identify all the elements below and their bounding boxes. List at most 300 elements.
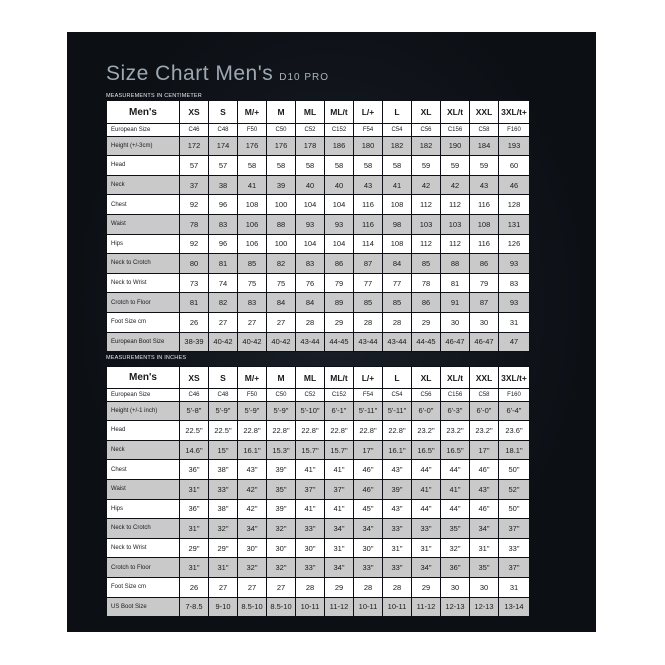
table-cell: 29"	[209, 539, 237, 558]
table-cell: 5'-8"	[180, 402, 208, 421]
table-cell: 96	[209, 195, 237, 214]
chart-title	[106, 62, 329, 86]
table-cell: 37"	[325, 480, 353, 499]
table-cell: 33"	[296, 519, 324, 538]
table-cell: 44"	[441, 500, 469, 519]
table-cell: 39"	[267, 500, 295, 519]
table-row	[107, 137, 529, 156]
table-cell: 116	[354, 195, 382, 214]
table-cell: 58	[267, 156, 295, 175]
table-cell: 32"	[267, 519, 295, 538]
table-cell: 85	[412, 254, 440, 273]
table-cell: 182	[383, 137, 411, 156]
table-cell: 34"	[238, 519, 266, 538]
header-size: XL/t	[441, 101, 469, 123]
table-cell: 6'-0"	[470, 402, 498, 421]
table-cell: 126	[499, 235, 529, 254]
table-cell: 80	[180, 254, 208, 273]
table-cell: 178	[296, 137, 324, 156]
table-cell: 106	[238, 235, 266, 254]
table-cell: 27	[267, 313, 295, 332]
table-cell: 22.8"	[267, 421, 295, 440]
inches-caption: MEASUREMENTS IN INCHES	[106, 355, 187, 361]
table-cell: F54	[354, 124, 382, 136]
table-cell: 35"	[470, 558, 498, 577]
inches-size-table	[106, 366, 530, 617]
table-cell: 10-11	[383, 598, 411, 617]
table-cell: 30	[441, 313, 469, 332]
table-cell: 26	[180, 313, 208, 332]
table-cell: 85	[383, 293, 411, 312]
table-cell: 34"	[354, 519, 382, 538]
table-row	[107, 156, 529, 175]
row-label: Height (+/-3cm)	[107, 137, 179, 156]
table-cell: 41	[383, 176, 411, 195]
table-cell: 172	[180, 137, 208, 156]
table-cell: 28	[383, 313, 411, 332]
table-cell: 52"	[499, 480, 529, 499]
table-cell: 33"	[383, 558, 411, 577]
row-label: US Boot Size	[107, 598, 179, 617]
table-row	[107, 254, 529, 273]
table-cell: 93	[325, 215, 353, 234]
table-cell: 34"	[325, 558, 353, 577]
table-cell: 41"	[296, 460, 324, 479]
table-cell: 16.1"	[238, 441, 266, 460]
product-subtitle: D10 PRO	[279, 72, 330, 83]
table-cell: 103	[412, 215, 440, 234]
table-cell: 12-13	[470, 598, 498, 617]
header-size: M/+	[238, 101, 266, 123]
table-cell: 89	[325, 293, 353, 312]
header-size: ML/t	[325, 367, 353, 388]
table-cell: 41"	[325, 500, 353, 519]
row-label: Waist	[107, 480, 179, 499]
table-cell: 41"	[441, 480, 469, 499]
table-cell: 14.6"	[180, 441, 208, 460]
table-cell: 116	[470, 235, 498, 254]
table-cell: 92	[180, 195, 208, 214]
table-cell: 43-44	[383, 333, 411, 352]
table-cell: 50"	[499, 500, 529, 519]
table-cell: 86	[470, 254, 498, 273]
table-cell: C54	[383, 389, 411, 401]
table-cell: 23.6"	[499, 421, 529, 440]
header-size: M	[267, 101, 295, 123]
table-cell: 46"	[470, 460, 498, 479]
header-label: Men's	[107, 367, 179, 388]
table-cell: 44"	[412, 460, 440, 479]
row-label: Hips	[107, 235, 179, 254]
table-row	[107, 500, 529, 519]
table-cell: F160	[499, 124, 529, 136]
header-size: XL/t	[441, 367, 469, 388]
table-cell: 7-8.5	[180, 598, 208, 617]
table-cell: 28	[354, 313, 382, 332]
table-cell: 78	[412, 274, 440, 293]
table-cell: 29	[412, 578, 440, 597]
table-cell: 11-12	[325, 598, 353, 617]
table-cell: 42	[412, 176, 440, 195]
row-label: Neck to Wrist	[107, 274, 179, 293]
table-cell: 5'-11"	[383, 402, 411, 421]
table-cell: 104	[296, 235, 324, 254]
header-size: L	[383, 367, 411, 388]
header-size: XXL	[470, 367, 498, 388]
table-cell: 31"	[180, 558, 208, 577]
table-cell: 85	[238, 254, 266, 273]
table-cell: C50	[267, 389, 295, 401]
table-cell: 29	[412, 313, 440, 332]
table-cell: 30"	[354, 539, 382, 558]
table-cell: 85	[354, 293, 382, 312]
table-row	[107, 402, 529, 421]
table-cell: 16.1"	[383, 441, 411, 460]
header-size: S	[209, 101, 237, 123]
table-cell: 37"	[499, 519, 529, 538]
table-cell: 34"	[470, 519, 498, 538]
table-cell: C58	[470, 124, 498, 136]
row-label: Crotch to Floor	[107, 558, 179, 577]
table-cell: 31"	[180, 519, 208, 538]
table-cell: 81	[441, 274, 469, 293]
table-cell: 81	[180, 293, 208, 312]
table-cell: C58	[470, 389, 498, 401]
table-cell: 44-45	[325, 333, 353, 352]
table-cell: 59	[441, 156, 469, 175]
table-cell: 83	[238, 293, 266, 312]
table-cell: F160	[499, 389, 529, 401]
table-cell: 27	[267, 578, 295, 597]
table-cell: 23.2"	[441, 421, 469, 440]
table-cell: 76	[296, 274, 324, 293]
table-cell: C156	[441, 389, 469, 401]
table-cell: 106	[238, 215, 266, 234]
table-cell: 91	[441, 293, 469, 312]
table-cell: 28	[354, 578, 382, 597]
table-cell: 81	[209, 254, 237, 273]
header-size: S	[209, 367, 237, 388]
table-cell: 34"	[412, 558, 440, 577]
table-cell: 22.8"	[354, 421, 382, 440]
table-row	[107, 480, 529, 499]
table-cell: 31"	[209, 558, 237, 577]
table-cell: 6'-4"	[499, 402, 529, 421]
header-size: M	[267, 367, 295, 388]
table-cell: 44"	[412, 500, 440, 519]
table-cell: 180	[354, 137, 382, 156]
table-cell: 108	[383, 195, 411, 214]
table-cell: 33"	[383, 519, 411, 538]
table-row	[107, 598, 529, 617]
table-cell: 38"	[209, 500, 237, 519]
table-cell: 58	[325, 156, 353, 175]
table-cell: 30"	[238, 539, 266, 558]
table-cell: 182	[412, 137, 440, 156]
table-cell: 190	[441, 137, 469, 156]
header-size: 3XL/t+	[499, 101, 529, 123]
header-size: ML	[296, 101, 324, 123]
table-row	[107, 215, 529, 234]
row-label: Head	[107, 156, 179, 175]
table-cell: 31	[499, 313, 529, 332]
table-header-row	[107, 101, 529, 123]
table-cell: 28	[383, 578, 411, 597]
table-cell: 33"	[296, 558, 324, 577]
table-cell: C48	[209, 389, 237, 401]
table-cell: 16.5"	[441, 441, 469, 460]
table-cell: 46"	[354, 460, 382, 479]
table-cell: 73	[180, 274, 208, 293]
table-cell: 37"	[296, 480, 324, 499]
table-cell: 104	[325, 235, 353, 254]
table-cell: 96	[209, 235, 237, 254]
table-cell: F50	[238, 124, 266, 136]
table-cell: 39"	[383, 480, 411, 499]
row-label: Crotch to Floor	[107, 293, 179, 312]
table-cell: 23.2"	[412, 421, 440, 440]
table-cell: 29	[325, 578, 353, 597]
table-cell: 104	[296, 195, 324, 214]
table-cell: 40-42	[209, 333, 237, 352]
table-cell: 26	[180, 578, 208, 597]
table-cell: 78	[180, 215, 208, 234]
table-cell: 176	[238, 137, 266, 156]
header-size: XS	[180, 101, 208, 123]
table-cell: 40	[296, 176, 324, 195]
table-cell: 11-12	[412, 598, 440, 617]
table-cell: 45"	[354, 500, 382, 519]
table-cell: 77	[354, 274, 382, 293]
table-cell: 15.7"	[325, 441, 353, 460]
table-row	[107, 313, 529, 332]
row-label: European Boot Size	[107, 333, 179, 352]
table-cell: 86	[325, 254, 353, 273]
table-cell: 41"	[325, 460, 353, 479]
table-cell: 108	[470, 215, 498, 234]
table-cell: 6'-1"	[325, 402, 353, 421]
table-cell: 57	[180, 156, 208, 175]
header-size: L	[383, 101, 411, 123]
table-cell: 5'-9"	[209, 402, 237, 421]
table-row	[107, 274, 529, 293]
table-cell: 59	[412, 156, 440, 175]
table-row	[107, 421, 529, 440]
table-cell: 50"	[499, 460, 529, 479]
table-cell: C56	[412, 124, 440, 136]
table-cell: 77	[383, 274, 411, 293]
table-cell: 29"	[180, 539, 208, 558]
table-cell: 35"	[441, 519, 469, 538]
table-cell: C46	[180, 124, 208, 136]
table-row	[107, 176, 529, 195]
table-cell: 23.2"	[470, 421, 498, 440]
table-cell: 46"	[354, 480, 382, 499]
header-size: ML/t	[325, 101, 353, 123]
table-cell: 42"	[238, 500, 266, 519]
table-cell: 116	[470, 195, 498, 214]
table-cell: 31	[499, 578, 529, 597]
table-cell: 87	[354, 254, 382, 273]
table-cell: 82	[209, 293, 237, 312]
table-cell: C54	[383, 124, 411, 136]
table-cell: 37"	[499, 558, 529, 577]
table-cell: 75	[238, 274, 266, 293]
table-cell: 30"	[296, 539, 324, 558]
table-row	[107, 333, 529, 352]
table-cell: 59	[470, 156, 498, 175]
table-cell: 38-39	[180, 333, 208, 352]
table-row	[107, 519, 529, 538]
table-cell: 184	[470, 137, 498, 156]
table-cell: 100	[267, 235, 295, 254]
table-cell: 87	[470, 293, 498, 312]
table-cell: 28	[296, 578, 324, 597]
table-cell: 27	[209, 313, 237, 332]
table-row	[107, 389, 529, 401]
table-cell: 46-47	[470, 333, 498, 352]
header-size: XS	[180, 367, 208, 388]
table-cell: 58	[354, 156, 382, 175]
table-row	[107, 293, 529, 312]
table-cell: 32"	[441, 539, 469, 558]
table-cell: 13-14	[499, 598, 529, 617]
table-cell: 93	[296, 215, 324, 234]
table-cell: 58	[238, 156, 266, 175]
table-cell: 112	[412, 195, 440, 214]
table-cell: 31"	[412, 539, 440, 558]
row-label: Chest	[107, 195, 179, 214]
table-cell: 46	[499, 176, 529, 195]
table-cell: 104	[325, 195, 353, 214]
table-cell: C56	[412, 389, 440, 401]
table-cell: 83	[296, 254, 324, 273]
row-label: Head	[107, 421, 179, 440]
table-cell: 22.8"	[238, 421, 266, 440]
table-row	[107, 235, 529, 254]
table-cell: 112	[412, 235, 440, 254]
table-cell: 31"	[325, 539, 353, 558]
table-cell: 8.5-10	[238, 598, 266, 617]
table-cell: 79	[325, 274, 353, 293]
table-cell: 37	[180, 176, 208, 195]
table-cell: 43	[354, 176, 382, 195]
table-cell: C156	[441, 124, 469, 136]
table-row	[107, 460, 529, 479]
table-cell: 43"	[238, 460, 266, 479]
table-cell: 176	[267, 137, 295, 156]
row-label: Neck	[107, 176, 179, 195]
table-cell: 43"	[470, 480, 498, 499]
table-cell: C46	[180, 389, 208, 401]
table-cell: 32"	[238, 558, 266, 577]
table-cell: 108	[238, 195, 266, 214]
table-cell: 27	[238, 313, 266, 332]
table-cell: 38	[209, 176, 237, 195]
table-cell: 112	[441, 195, 469, 214]
table-cell: C52	[296, 124, 324, 136]
table-cell: 17"	[470, 441, 498, 460]
table-cell: 33"	[499, 539, 529, 558]
table-cell: 31"	[180, 480, 208, 499]
table-cell: 10-11	[354, 598, 382, 617]
row-label: Neck	[107, 441, 179, 460]
table-cell: 43-44	[354, 333, 382, 352]
header-size: L/+	[354, 367, 382, 388]
table-cell: 42"	[238, 480, 266, 499]
table-cell: 15"	[209, 441, 237, 460]
table-cell: 186	[325, 137, 353, 156]
table-cell: 33"	[354, 558, 382, 577]
table-cell: 93	[499, 293, 529, 312]
table-cell: 8.5-10	[267, 598, 295, 617]
table-cell: F54	[354, 389, 382, 401]
table-cell: 22.8"	[325, 421, 353, 440]
table-cell: 17"	[354, 441, 382, 460]
table-cell: C50	[267, 124, 295, 136]
cm-caption: MEASUREMENTS IN CENTIMETER	[106, 93, 202, 99]
table-row	[107, 578, 529, 597]
table-cell: 60	[499, 156, 529, 175]
table-cell: 103	[441, 215, 469, 234]
table-cell: 128	[499, 195, 529, 214]
table-cell: 108	[383, 235, 411, 254]
table-cell: 92	[180, 235, 208, 254]
table-cell: 9-10	[209, 598, 237, 617]
table-cell: 46"	[470, 500, 498, 519]
table-cell: 58	[296, 156, 324, 175]
table-cell: 27	[209, 578, 237, 597]
table-cell: 84	[267, 293, 295, 312]
row-label: Foot Size cm	[107, 578, 179, 597]
table-row	[107, 124, 529, 136]
table-cell: 100	[267, 195, 295, 214]
table-cell: 44-45	[412, 333, 440, 352]
table-cell: 93	[499, 254, 529, 273]
table-cell: 28	[296, 313, 324, 332]
table-cell: 47	[499, 333, 529, 352]
table-cell: 58	[383, 156, 411, 175]
table-cell: 30	[470, 578, 498, 597]
table-cell: 32"	[209, 519, 237, 538]
table-cell: 131	[499, 215, 529, 234]
row-label: Chest	[107, 460, 179, 479]
table-cell: 30	[441, 578, 469, 597]
table-cell: 34"	[325, 519, 353, 538]
table-cell: 174	[209, 137, 237, 156]
table-cell: 57	[209, 156, 237, 175]
table-cell: 22.5"	[209, 421, 237, 440]
table-cell: 5'-11"	[354, 402, 382, 421]
row-label: Neck to Wrist	[107, 539, 179, 558]
table-cell: 5'-9"	[267, 402, 295, 421]
header-size: L/+	[354, 101, 382, 123]
table-cell: 40	[325, 176, 353, 195]
table-cell: C152	[325, 389, 353, 401]
table-cell: 18.1"	[499, 441, 529, 460]
table-cell: 39"	[267, 460, 295, 479]
table-cell: 33"	[412, 519, 440, 538]
table-header-row	[107, 367, 529, 388]
header-size: XXL	[470, 101, 498, 123]
table-cell: 41"	[296, 500, 324, 519]
header-size: M/+	[238, 367, 266, 388]
table-cell: 6'-0"	[412, 402, 440, 421]
table-cell: 27	[238, 578, 266, 597]
table-cell: 42	[441, 176, 469, 195]
table-cell: 112	[441, 235, 469, 254]
table-cell: 82	[267, 254, 295, 273]
